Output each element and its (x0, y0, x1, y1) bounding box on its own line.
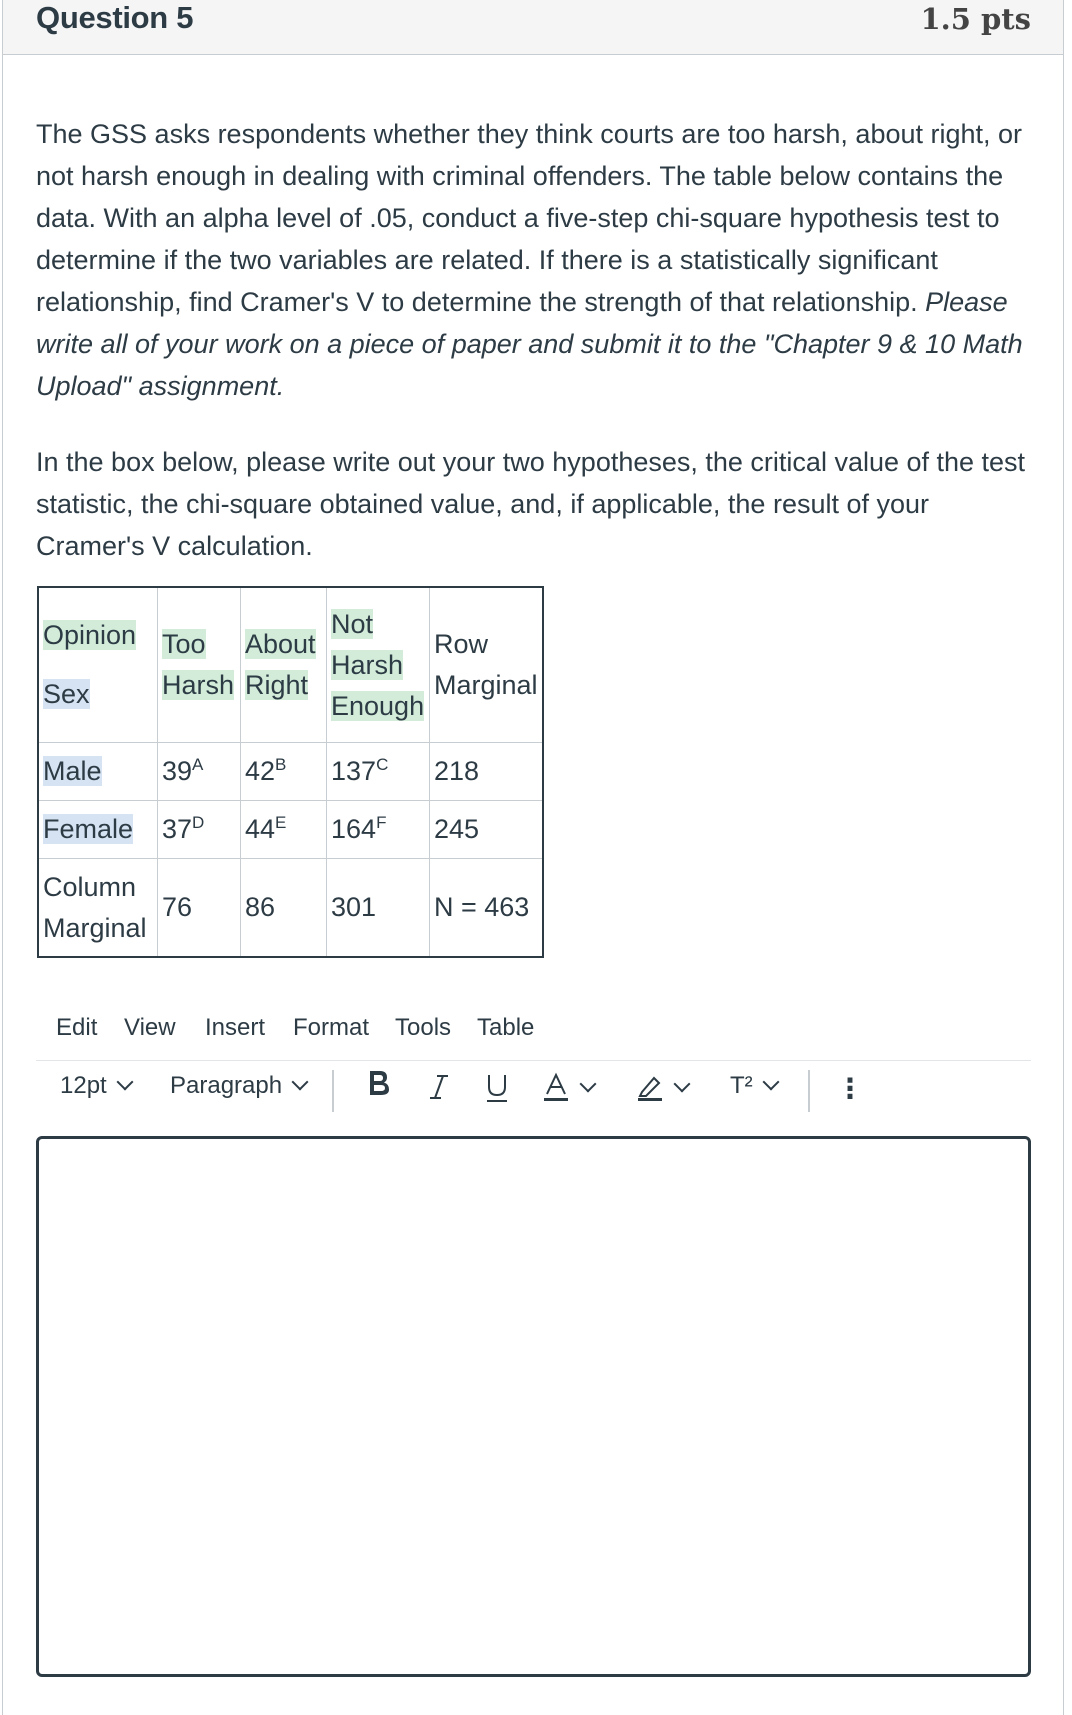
text-color-button[interactable] (542, 1072, 594, 1104)
table-cell (241, 801, 327, 859)
data-table (37, 586, 544, 958)
highlight-color-button[interactable] (636, 1072, 688, 1104)
header-text: Harsh (162, 670, 235, 700)
header-text: Right (245, 670, 309, 700)
corner-cell (38, 587, 158, 743)
menu-view[interactable]: View (124, 1014, 176, 1041)
header-text: Enough (331, 690, 425, 721)
editor-toolbar (36, 1070, 1031, 1120)
table-cell: 245 (430, 801, 543, 859)
cell-value: 39 (162, 756, 193, 786)
table-cell (158, 801, 241, 859)
superscript-dropdown[interactable] (730, 1072, 777, 1100)
cell-superscript: D (192, 813, 205, 832)
cell-value: 44 (245, 814, 276, 844)
table-header-row (38, 587, 543, 743)
table-cell: 218 (430, 743, 543, 801)
bold-icon (366, 1068, 392, 1098)
table-cell: 301 (327, 859, 430, 958)
italic-icon (428, 1072, 450, 1102)
table-row (38, 743, 543, 801)
header-text: Marginal (434, 670, 538, 700)
menu-format[interactable]: Format (293, 1014, 370, 1041)
header-not-harsh-enough (327, 587, 430, 743)
menu-edit[interactable]: Edit (56, 1014, 98, 1041)
editor-menubar (36, 1010, 1031, 1061)
header-text: Row (434, 629, 489, 659)
row-label: Male (43, 756, 102, 786)
sex-label: Sex (43, 679, 90, 709)
cell-superscript: C (376, 755, 389, 774)
question-title: Question 5 (36, 0, 194, 35)
cell-value: 42 (245, 756, 276, 786)
question-points: 1.5 pts (920, 2, 1031, 36)
table-cell (327, 743, 430, 801)
question-text (36, 113, 1026, 407)
column-marginal-row (38, 859, 543, 958)
superscript-icon: T² (730, 1072, 753, 1099)
answer-editor[interactable] (36, 1136, 1031, 1677)
more-vertical-icon: ⋮ (836, 1073, 864, 1104)
font-size-value: 12pt (60, 1072, 107, 1099)
row-label: Female (43, 814, 134, 844)
bold-button[interactable] (366, 1068, 392, 1098)
underline-button[interactable] (484, 1072, 510, 1104)
row-label: Marginal (43, 912, 147, 943)
highlighter-icon (636, 1072, 664, 1104)
opinion-label: Opinion (43, 620, 137, 650)
header-row-marginal (430, 587, 543, 743)
block-format-value: Paragraph (170, 1072, 283, 1099)
header-text: About (245, 629, 316, 659)
chevron-down-icon (580, 1076, 597, 1093)
question-text-italic: Please write all of your work on a piece of paper and submit it to the "Chapter 9 & 10 Math Upload" assignment. (36, 287, 1023, 401)
text-color-icon (542, 1072, 570, 1104)
cell-value: 37 (162, 814, 193, 844)
chevron-down-icon (674, 1076, 691, 1093)
underline-icon (484, 1072, 510, 1104)
toolbar-separator (808, 1070, 810, 1112)
font-size-dropdown[interactable] (60, 1072, 131, 1100)
row-label-cell (38, 859, 158, 958)
table-cell: 86 (241, 859, 327, 958)
header-text: Harsh (331, 649, 404, 680)
instructions-text: In the box below, please write out your two hypotheses, the critical value of the test statistic, the chi-square obtained value, and, if applicable, the result of your Cramer's V calculation. (36, 447, 1026, 561)
header-text: Too (162, 629, 206, 659)
table-cell: N = 463 (430, 859, 543, 958)
cell-superscript: A (192, 755, 204, 774)
menu-insert[interactable]: Insert (205, 1014, 266, 1041)
header-text: Not (331, 608, 374, 639)
italic-button[interactable] (428, 1072, 450, 1102)
table-cell (158, 743, 241, 801)
block-format-dropdown[interactable] (170, 1072, 306, 1100)
header-about-right (241, 587, 327, 743)
table-cell (327, 801, 430, 859)
question-text-plain: The GSS asks respondents whether they think courts are too harsh, about right, or not harsh enough in dealing with criminal offenders. The table below contains the data. With an alpha level of .05, conduct a five-step chi-square hypothesis test to determine if the two variables are related. If there is a statistically significant relationship, find Cramer's V to determine the strength of that relationship. (36, 119, 1023, 317)
table-cell (241, 743, 327, 801)
cell-value: 164 (331, 814, 377, 844)
menu-tools[interactable]: Tools (395, 1014, 452, 1041)
row-label-cell (38, 743, 158, 801)
chevron-down-icon (762, 1074, 779, 1091)
header-too-harsh (158, 587, 241, 743)
row-label: Column (43, 871, 137, 902)
chevron-down-icon (116, 1074, 133, 1091)
cell-value: 137 (331, 756, 377, 786)
cell-superscript: F (376, 813, 387, 832)
toolbar-separator (332, 1070, 334, 1112)
chevron-down-icon (292, 1074, 309, 1091)
table-cell: 76 (158, 859, 241, 958)
table-row (38, 801, 543, 859)
menu-table[interactable]: Table (477, 1014, 535, 1041)
row-label-cell (38, 801, 158, 859)
cell-superscript: E (275, 813, 287, 832)
more-options-button[interactable] (836, 1072, 864, 1105)
cell-superscript: B (275, 755, 287, 774)
question-header (2, 0, 1064, 55)
